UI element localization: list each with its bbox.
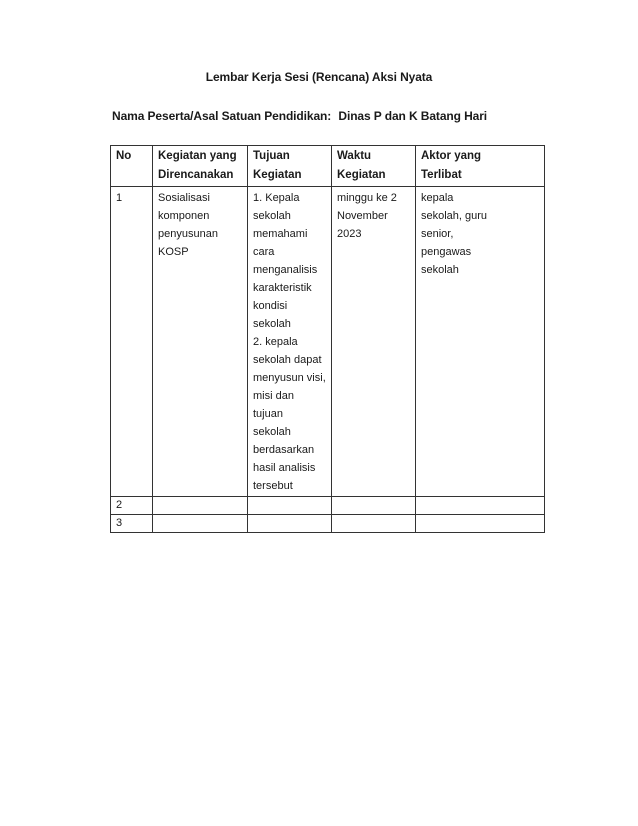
participant-label: Nama Peserta/Asal Satuan Pendidikan: (112, 109, 332, 123)
header-no: No (111, 146, 153, 187)
cell-tujuan: 1. Kepala sekolah memahami cara menganalisis karakteristik kondisi sekolah 2. kepala sekolah dapat menyusun visi, misi dan tujuan sekolah berdasarkan hasil analisis tersebut (248, 187, 332, 497)
table-header-row (111, 146, 545, 187)
cell-no: 3 (111, 515, 153, 533)
cell-kegiatan (153, 497, 248, 515)
table-row (111, 515, 545, 533)
cell-kegiatan: Sosialisasi komponen penyusunan KOSP (153, 187, 248, 497)
cell-tujuan (248, 515, 332, 533)
cell-waktu: minggu ke 2 November 2023 (332, 187, 416, 497)
cell-no: 2 (111, 497, 153, 515)
header-aktor: Aktor yang Terlibat (416, 146, 545, 187)
table-row (111, 187, 545, 497)
cell-aktor (416, 497, 545, 515)
cell-no: 1 (111, 187, 153, 497)
participant-line (112, 109, 487, 123)
participant-value: Dinas P dan K Batang Hari (338, 109, 488, 123)
cell-tujuan (248, 497, 332, 515)
header-tujuan: Tujuan Kegiatan (248, 146, 332, 187)
cell-waktu (332, 497, 416, 515)
table-row (111, 497, 545, 515)
cell-aktor: kepala sekolah, guru senior, pengawas sekolah (416, 187, 545, 497)
page-title: Lembar Kerja Sesi (Rencana) Aksi Nyata (205, 70, 433, 84)
action-plan-table (110, 145, 545, 533)
cell-waktu (332, 515, 416, 533)
header-waktu: Waktu Kegiatan (332, 146, 416, 187)
cell-aktor (416, 515, 545, 533)
header-kegiatan: Kegiatan yang Direncanakan (153, 146, 248, 187)
cell-kegiatan (153, 515, 248, 533)
